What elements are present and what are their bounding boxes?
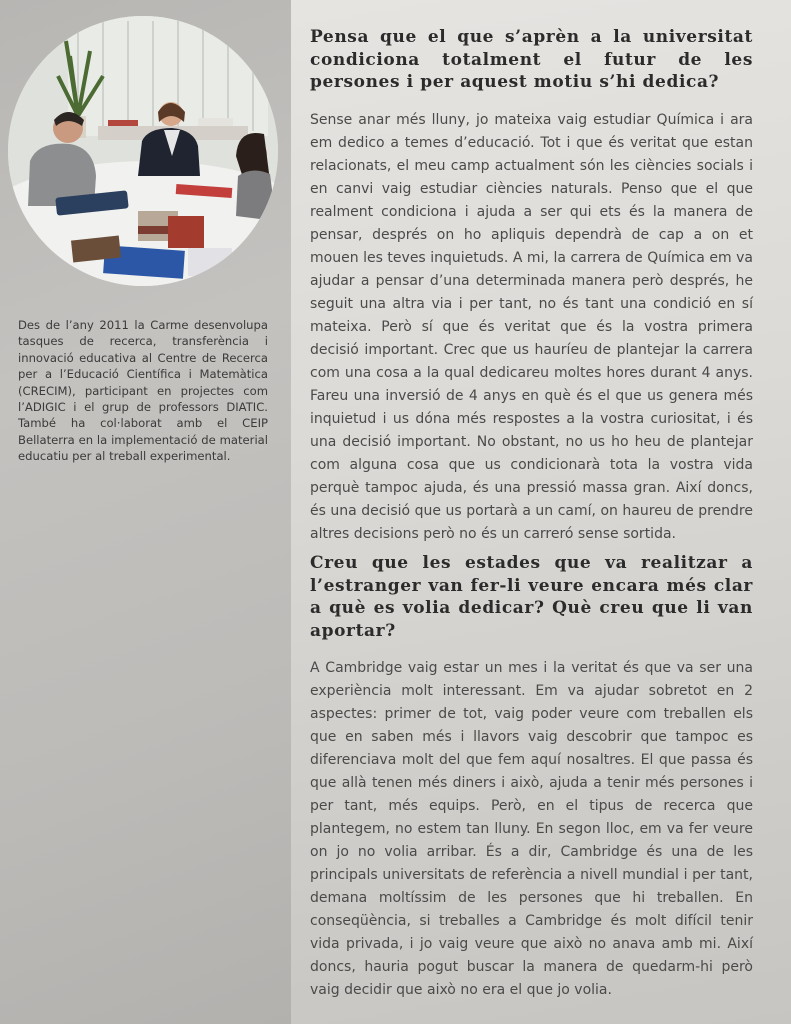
question-2: Creu que les estades que va realitzar a l’estranger van fer-li veure encara més clar a què es volia dedicar? Què creu que li van aportar? bbox=[310, 553, 753, 641]
answer-1: Sense anar més lluny, jo mateixa vaig estudiar Química i ara em dedico a temes d’educació. Tot i que és veritat que estan relacionats, el meu camp actualment són les ciències socials i en canvi vaig estudiar ciències naturals. Penso que el que realment condiciona i ajuda a ser qui ets és la manera de pensar, després on ho apliquis dependrà de cap a on et mouen les teves inquietuds. A mi, la carrera de Química em va ajudar a pensar d’una determinada manera però després, he seguit una altra via i per tant, no és tant una condició en sí mateixa. Però sí que és veritat que és la vostra primera decisió important. Crec que us hauríeu de plantejar la carrera com una cosa a la qual dedicareu moltes hores durant 4 anys. Fareu una inversió de 4 anys en què és el que us genera més inquietud i us dóna més respostes a la vostra curiositat, i és una decisió important. No obstant, no us ho heu de plantejar com alguna cosa que us condicionarà tota la vostra vida perquè tampoc ajuda, és una pressió massa gran. Així doncs, és una decisió que us portarà a un camí, on haureu de prendre altres decisions però no és un carreró sense sortida. bbox=[310, 112, 753, 542]
meeting-photo bbox=[8, 16, 278, 286]
answer-2: A Cambridge vaig estar un mes i la veritat és que va ser una experiència molt interessant. Em va ajudar sobretot en 2 aspectes: primer de tot, vaig poder veure com treballen els que en saben més i llavors vaig descobrir que tampoc es diferenciava molt del que fem aquí nosaltres. El que passa és que allà tenen més diners i això, ajuda a tenir més persones i per tant, més equips. Però, en el tipus de recerca que plantegem, no estem tan lluny. En segon lloc, em va fer veure on jo no volia arribar. És a dir, Cambridge és una de les principals universitats de referència a nivell mundial i per tant, demana moltíssim de les persones que hi treballen. En conseqüència, si treballes a Cambridge és molt difícil tenir vida privada, i jo vaig veure que això no anava amb mi. Així doncs, hauria pogut buscar la manera de quedarm-hi però vaig decidir que això no era el que jo volia. bbox=[310, 660, 753, 998]
bio-caption: Des de l’any 2011 la Carme desenvolupa tasques de recerca, transferència i innovació educativa al Centre de Recerca per a l’Educació Científica i Matemàtica (CRECIM), participant en projectes com l’ADIGIC i el grup de professors DIATIC. També ha col·laborat amb el CEIP Bellaterra en la implementació de material educatiu per al treball experimental. bbox=[18, 318, 268, 464]
question-1: Pensa que el que s’aprèn a la universitat condiciona totalment el futur de les persones i per aquest motiu s’hi dedica? bbox=[310, 27, 753, 92]
